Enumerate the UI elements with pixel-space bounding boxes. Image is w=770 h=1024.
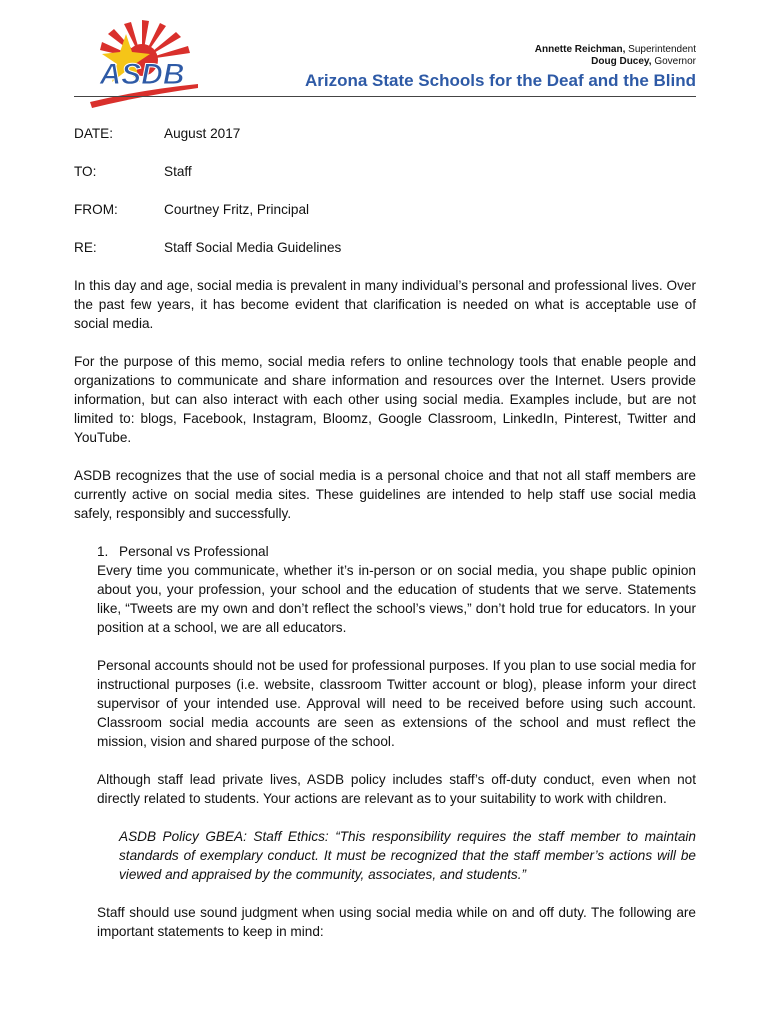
school-name: Arizona State Schools for the Deaf and the Blind: [304, 71, 696, 90]
section-1-title: Personal vs Professional: [119, 544, 269, 559]
header-divider: [74, 96, 696, 97]
date-label: DATE:: [74, 126, 114, 141]
superintendent-name: Annette Reichman,: [534, 44, 626, 55]
policy-quote: ASDB Policy GBEA: Staff Ethics: “This responsibility requires the staff member to maintain standards of exemplary conduct. It must be recognized that the staff member’s actions will be viewed and appraised by the community, associates, and students.”: [119, 829, 696, 882]
section-1-heading: [97, 542, 696, 561]
memo-document: [74, 124, 696, 960]
sun-logo-graphic: [80, 20, 204, 116]
from-label: FROM:: [74, 202, 118, 217]
governor-title: Governor: [654, 56, 696, 67]
section-1: [97, 542, 696, 808]
governor-line: [535, 56, 696, 68]
asdb-logo: [80, 20, 204, 116]
superintendent-line: [535, 44, 696, 56]
header-officials: [535, 44, 696, 68]
section-1-paragraph-3: Although staff lead private lives, ASDB policy includes staff’s off-duty conduct, even when not directly related to students. Your actions are relevant as to your suitability to work with children.: [97, 772, 696, 806]
definition-paragraph: For the purpose of this memo, social media refers to online technology tools that enable people and organizations to communicate and share information and resources over the Internet. Users provide information, but can also interact with each other using social media. Examples include, but are not limited to: blogs, Facebook, Instagram, Bloomz, Google Classroom, LinkedIn, Pinterest, Twitter and YouTube.: [74, 354, 696, 445]
to-value: Staff: [164, 164, 192, 179]
memo-from-row: [74, 200, 696, 219]
superintendent-title: Superintendent: [628, 44, 696, 55]
re-label: RE:: [74, 240, 97, 255]
to-label: TO:: [74, 164, 97, 179]
section-1-paragraph-4: Staff should use sound judgment when using social media while on and off duty. The following are important statements to keep in mind:: [97, 905, 696, 939]
date-value: August 2017: [164, 126, 241, 141]
recognition-paragraph: ASDB recognizes that the use of social media is a personal choice and that not all staff members are currently active on social media sites. These guidelines are intended to help staff use social media safely, responsibly and successfully.: [74, 468, 696, 521]
memo-date-row: [74, 124, 696, 143]
section-1-number: 1.: [97, 544, 109, 559]
section-1-paragraph-2: Personal accounts should not be used for professional purposes. If you plan to use social media for instructional purposes (i.e. website, classroom Twitter account or blog), please inform your direct supervisor of your intended use. Approval will need to be received before using such account. Classroom social media accounts are seen as extensions of the school and must reflect the mission, vision and shared purpose of the school.: [97, 658, 696, 749]
re-value: Staff Social Media Guidelines: [164, 240, 342, 255]
memo-re-row: [74, 238, 696, 257]
from-value: Courtney Fritz, Principal: [164, 202, 310, 217]
section-1-paragraph-1: Every time you communicate, whether it’s in-person or on social media, you shape public opinion about you, your profession, your school and the education of students that we serve. Statements like, “Tweets are my own and don’t reflect the school’s views,” don’t hold true for educators. In your position at a school, we are all educators.: [97, 563, 696, 635]
memo-to-row: [74, 162, 696, 181]
intro-paragraph: In this day and age, social media is prevalent in many individual’s personal and professional lives. Over the past few years, it has become evident that clarification is needed on what is acceptable use of social media.: [74, 278, 696, 331]
governor-name: Doug Ducey,: [591, 56, 652, 67]
svg-text:ASDB: ASDB: [99, 58, 185, 91]
